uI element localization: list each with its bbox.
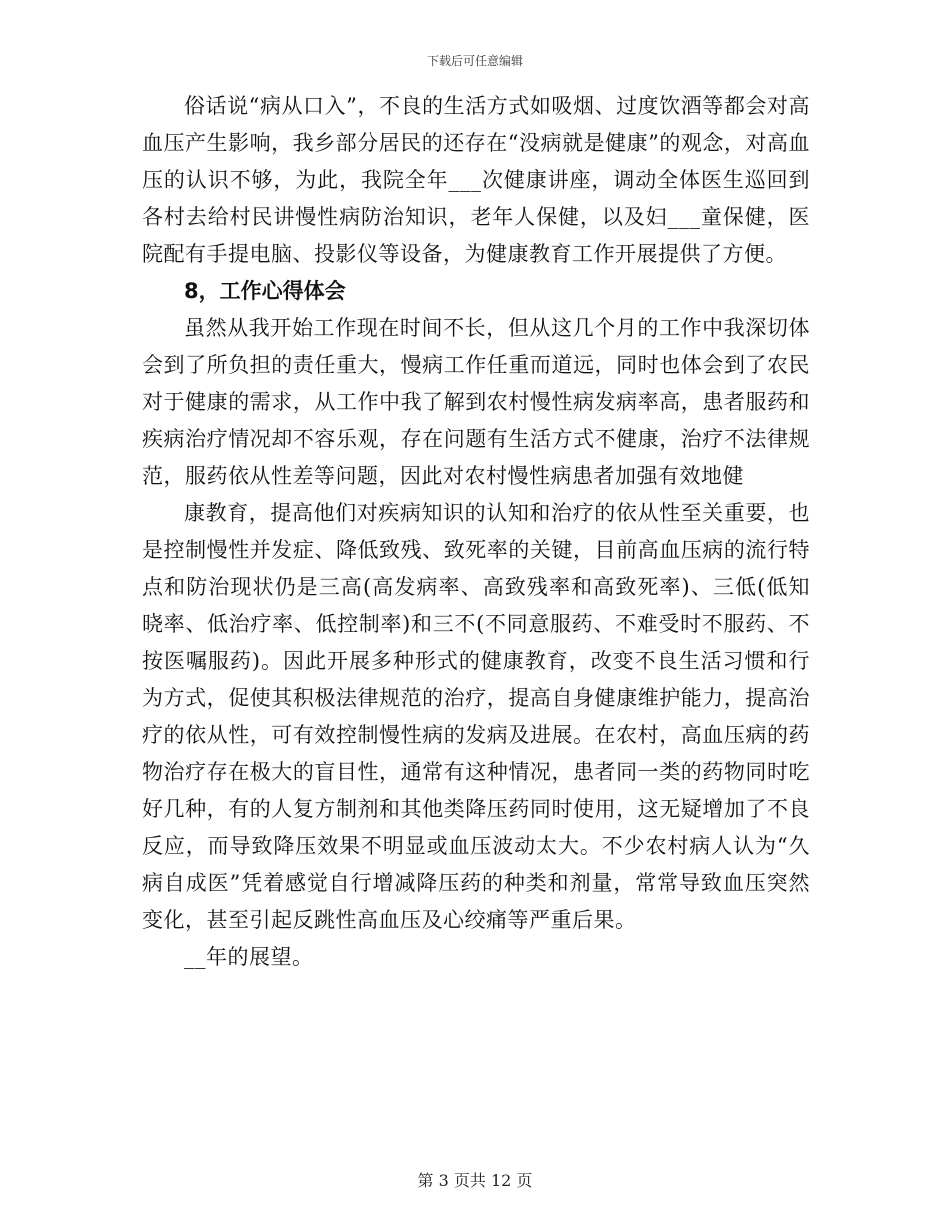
paragraph-health-education: 康教育，提高他们对疾病知识的认知和治疗的依从性至关重要，也是控制慢性并发症、降低致残、致死率的关键，目前高血压病的流行特点和防治现状仍是三高(高发病率、高致残率和高致死率)、三低(低知晓率、低治疗率、低控制率)和三不(不同意服药、不难受时不服药、不按医嘱服药)。因此开展多种形式的健康教育，改变不良生活习惯和行为方式，促使其积极法律规范的治疗，提高自身健康维护能力，提高治疗的依从性，可有效控制慢性病的发病及进展。在农村，高血压病的药物治疗存在极大的盲目性，通常有这种情况，患者同一类的药物同时吃好几种，有的人复方制剂和其他类降压药同时使用，这无疑增加了不良反应，而导致降压效果不明显或血压波动太大。不少农村病人认为“久病自成医”凭着感觉自行增减降压药的种类和剂量，常常导致血压突然变化，甚至引起反跳性高血压及心绞痛等严重后果。 bbox=[142, 501, 810, 932]
paragraph-health-lectures: 俗话说“病从口入”，不良的生活方式如吸烟、过度饮酒等都会对高血压产生影响，我乡部分居民的还存在“没病就是健康”的观念，对高血压的认识不够，为此，我院全年___次健康讲座，调动全体医生巡回到各村去给村民讲慢性病防治知识，老年人保健，以及妇___童保健，医院配有手提电脑、投影仪等设备，为健康教育工作开展提供了方便。 bbox=[142, 94, 810, 266]
document-body bbox=[142, 88, 810, 976]
page-footer: 第 3 页共 12 页 bbox=[417, 1171, 533, 1190]
paragraph-work-experience: 虽然从我开始工作现在时间不长，但从这几个月的工作中我深切体会到了所负担的责任重大，慢病工作任重而道远，同时也体会到了农民对于健康的需求，从工作中我了解到农村慢性病发病率高，患者服药和疾病治疗情况却不容乐观，存在问题有生活方式不健康，治疗不法律规范，服药依从性差等问题，因此对农村慢性病患者加强有效地健 bbox=[142, 316, 810, 488]
page-header: 下载后可任意编辑 bbox=[426, 54, 523, 68]
paragraph-outlook: __年的展望。 bbox=[184, 945, 314, 969]
section-heading-work-experience: 8，工作心得体会 bbox=[184, 279, 346, 303]
